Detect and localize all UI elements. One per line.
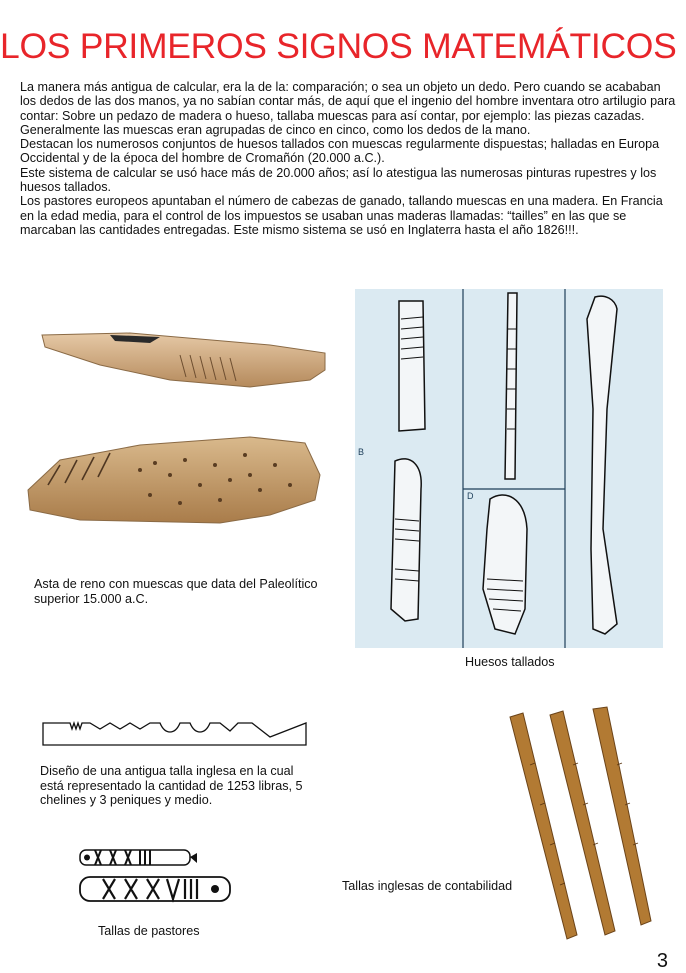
intro-paragraph: Generalmente las muescas eran agrupadas de cinco en cinco, como los dedos de la mano.: [20, 122, 531, 137]
english-tally-design: [40, 715, 315, 755]
antler-bottom-image: [28, 437, 320, 523]
english-accounting-tallies-caption: Tallas inglesas de contabilidad: [342, 879, 513, 893]
shepherd-tallies-caption: Tallas de pastores: [98, 924, 200, 938]
page-number: 3: [656, 950, 668, 972]
page-title: LOS PRIMEROS SIGNOS MATEMÁTICOS: [0, 25, 677, 66]
reindeer-antler-photos: [20, 325, 340, 540]
shepherd-tallies: [75, 845, 240, 910]
intro-paragraph: Este sistema de calcular se usó hace más de 20.000 años; así lo atestigua las numerosas pinturas rupestres y los huesos tallados.: [20, 165, 657, 195]
reindeer-antler-caption: Asta de reno con muescas que data del Paleolítico superior 15.000 a.C.: [34, 577, 318, 606]
intro-paragraph: La manera más antigua de calcular, era la de la: comparación; o sea un objeto un dedo. Pero cuando se acababan los dedos de las dos manos, ya no sabían contar más, de aquí que el ingenio del hombre inventara otro artilugio para contar: Sobre un pedazo de madera o hueso, tallaba muescas para así contar, por ejemplo: las piezas cazadas.: [20, 80, 676, 123]
english-accounting-tallies-photo: [505, 705, 655, 945]
panel-b-label: B: [358, 447, 365, 457]
english-tally-design-caption: Diseño de una antigua talla inglesa en la cual está representado la cantidad de 1253 libras, 5 chelines y 3 peniques y medio.: [40, 764, 303, 807]
intro-text: [20, 80, 676, 237]
antler-top-image: [42, 333, 325, 387]
carved-bones-caption: Huesos tallados: [465, 655, 555, 669]
intro-paragraph: Destacan los numerosos conjuntos de huesos tallados con muescas regularmente dispuestas; halladas en Europa Occidental y de la época del hombre de Cromañón (20.000 a.C.).: [20, 137, 660, 166]
intro-paragraph: Los pastores europeos apuntaban el número de cabezas de ganado, tallando muescas en una madera. En Francia en la edad media, para el control de los impuestos se usaban unas maderas llamadas: “tailles” en las que se marcaban las cantidades entregadas. Este mismo sistema se usó en Inglaterra hasta el año 1826!!!.: [20, 194, 663, 237]
carved-bones-figure: [355, 289, 663, 648]
panel-d-label: D: [467, 491, 474, 501]
